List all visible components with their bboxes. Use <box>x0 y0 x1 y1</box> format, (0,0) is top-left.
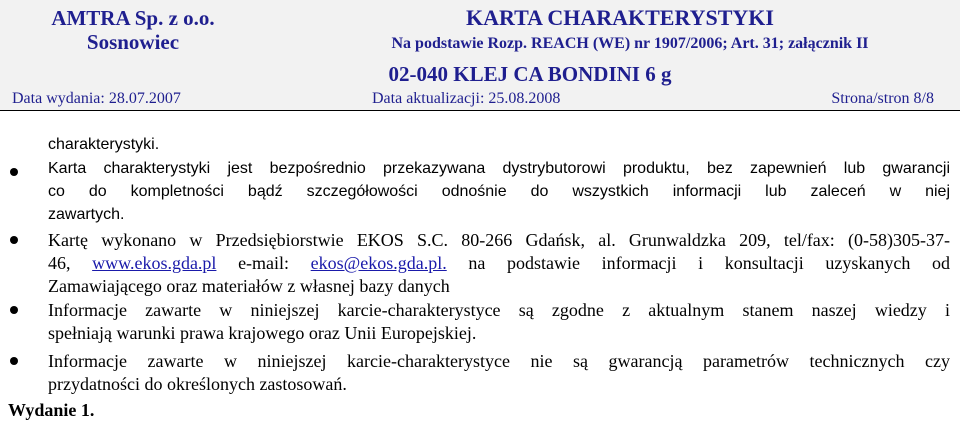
product-name: 02-040 KLEJ CA BONDINI 6 g <box>388 62 672 86</box>
document-title: KARTA CHARAKTERYSTYKI <box>466 5 774 30</box>
bullet-icon <box>10 357 18 365</box>
update-date: Data aktualizacji: 25.08.2008 <box>372 90 561 107</box>
bullet-icon <box>10 306 18 314</box>
paragraph-compliance-line1: Informacje zawarte w niniejszej karcie-charakterystyce są zgodne z aktualnym stanem naszej wiedzy i <box>48 300 950 320</box>
regulation-reference: Na podstawie Rozp. REACH (WE) nr 1907/2006; Art. 31; załącznik II <box>391 35 869 52</box>
company-name <box>48 6 218 54</box>
company-city: Sosnowiec <box>86 30 180 54</box>
email-label: e-mail: <box>238 253 290 273</box>
bullet-icon <box>10 168 18 176</box>
paragraph-author-rest: na podstawie informacji i konsultacji uzyskanych od <box>468 253 951 273</box>
phone-suffix: 46, <box>48 253 71 273</box>
header-meta-row <box>0 88 960 111</box>
paragraph-author-line2 <box>48 252 950 275</box>
paragraph-disclaimer-line3: zawartych. <box>48 206 125 223</box>
company-name-line1: AMTRA Sp. z o.o. <box>51 6 215 30</box>
document-header <box>0 0 960 90</box>
edition-label: Wydanie 1. <box>8 400 95 420</box>
continuation-text: charakterystyki. <box>48 136 160 153</box>
paragraph-warranty-line1: Informacje zawarte w niniejszej karcie-charakterystyce nie są gwarancją parametrów technicznych czy <box>48 351 950 371</box>
paragraph-author-line1: Kartę wykonano w Przedsiębiorstwie EKOS S.C. 80-266 Gdańsk, al. Grunwaldzka 209, tel/fax: (0-58)305-37- <box>48 230 950 250</box>
bullet-icon <box>10 236 18 244</box>
website-link[interactable]: www.ekos.gda.pl <box>92 253 217 273</box>
paragraph-compliance-line2: spełniają warunki prawa krajowego oraz Unii Europejskiej. <box>48 323 477 343</box>
page-number: Strona/stron 8/8 <box>831 90 934 107</box>
paragraph-warranty-line2: przydatności do określonych zastosowań. <box>48 374 347 394</box>
email-link[interactable]: ekos@ekos.gda.pl. <box>310 253 447 273</box>
paragraph-disclaimer-line1: Karta charakterystyki jest bezpośrednio przekazywana dystrybutorowi produktu, bez zapewnień lub gwarancji <box>48 160 950 177</box>
paragraph-disclaimer-line2: co do kompletności bądź szczegółowości odnośnie do wszystkich informacji lub zaleceń w niej <box>48 183 950 200</box>
paragraph-author-line3: Zamawiającego oraz materiałów z własnej bazy danych <box>48 276 450 296</box>
issue-date: Data wydania: 28.07.2007 <box>12 90 181 107</box>
